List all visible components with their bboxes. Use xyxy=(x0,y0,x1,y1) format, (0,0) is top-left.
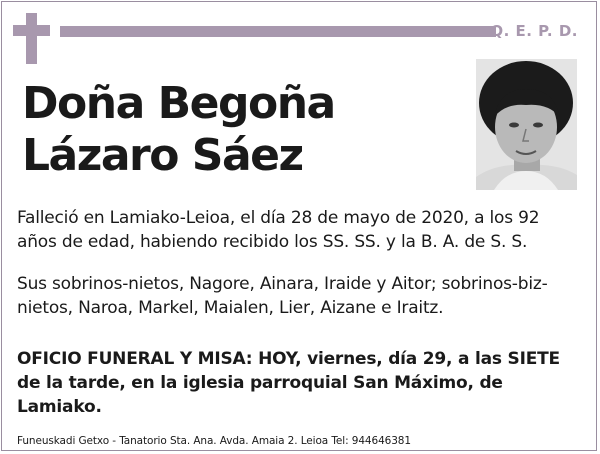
deceased-name xyxy=(22,78,462,182)
deceased-photo xyxy=(476,59,577,190)
cross-icon-vertical xyxy=(26,13,37,64)
death-notice-paragraph: Falleció en Lamiako-Leioa, el día 28 de mayo de 2020, a los 92 años de edad, habiendo recibido los SS. SS. y la B. A. de S. S. xyxy=(17,208,540,252)
funeral-home-footer: Funeuskadi Getxo - Tanatorio Sta. Ana. Avda. Amaia 2. Leioa Tel: 944646381 xyxy=(17,435,411,447)
portrait-image xyxy=(476,59,577,190)
funeral-service-paragraph: OFICIO FUNERAL Y MISA: HOY, viernes, día 29, a las SIETE de la tarde, en la iglesia parroquial San Máximo, de Lamiako. xyxy=(17,349,560,417)
name-line-1: Doña Begoña xyxy=(22,78,335,129)
name-line-2: Lázaro Sáez xyxy=(22,130,303,181)
header-bar xyxy=(60,26,496,37)
qepd-label: Q. E. P. D. xyxy=(490,22,578,40)
cross-icon-horizontal xyxy=(13,25,50,36)
family-paragraph: Sus sobrinos-nietos, Nagore, Ainara, Iraide y Aitor; sobrinos-biz-nietos, Naroa, Markel, Maialen, Lier, Aizane e Iraitz. xyxy=(17,274,548,318)
obituary-card xyxy=(1,1,597,451)
